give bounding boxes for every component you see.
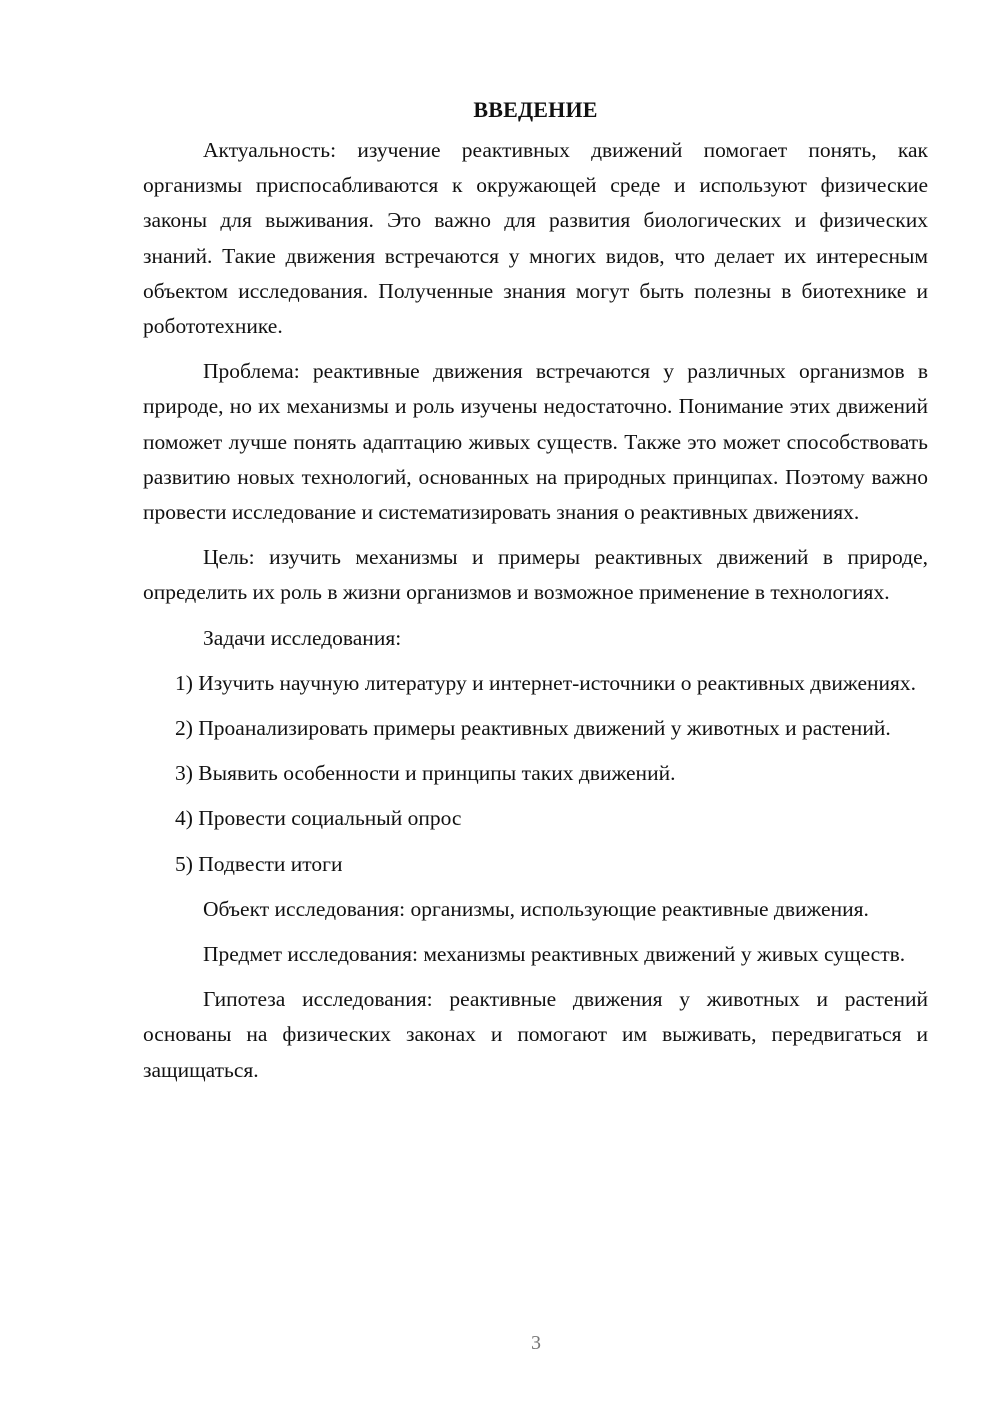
paragraph-subject: Предмет исследования: механизмы реактивных движений у живых существ.	[203, 942, 906, 967]
paragraph-hypothesis: Гипотеза исследования: реактивные движения у животных и растений основаны на физических законах и помогают им выживать, передвигаться и защищаться.	[143, 987, 928, 1082]
paragraph-relevance: Актуальность: изучение реактивных движений помогает понять, как организмы приспосабливаются к окружающей среде и используют физические законы для выживания. Это важно для развития биологических и физических знаний. Такие движения встречаются у многих видов, что делает их интересным объектом исследования. Полученные знания могут быть полезны в биотехнике и робототехнике.	[143, 138, 928, 339]
section-title: ВВЕДЕНИЕ	[473, 97, 598, 122]
paragraph-goal: Цель: изучить механизмы и примеры реактивных движений в природе, определить их роль в жизни организмов и возможное применение в технологиях.	[143, 545, 928, 605]
paragraph-object: Объект исследования: организмы, использующие реактивные движения.	[203, 896, 869, 921]
task-item-3: 3) Выявить особенности и принципы таких движений.	[175, 761, 676, 786]
tasks-heading: Задачи исследования:	[203, 625, 402, 650]
tasks-list	[143, 666, 928, 882]
task-item-4: 4) Провести социальный опрос	[175, 806, 462, 831]
task-item-1: 1) Изучить научную литературу и интернет-источники о реактивных движениях.	[175, 670, 917, 695]
task-item-2: 2) Проанализировать примеры реактивных движений у животных и растений.	[175, 716, 891, 741]
paragraph-problem: Проблема: реактивные движения встречаются у различных организмов в природе, но их механизмы и роль изучены недостаточно. Понимание этих движений поможет лучше понять адаптацию живых существ. Также это может способствовать развитию новых технологий, основанных на природных принципах. Поэтому важно провести исследование и систематизировать знания о реактивных движениях.	[143, 359, 928, 525]
task-item-5: 5) Подвести итоги	[175, 851, 343, 876]
page-number: 3	[531, 1332, 541, 1354]
document-page	[143, 92, 928, 1098]
